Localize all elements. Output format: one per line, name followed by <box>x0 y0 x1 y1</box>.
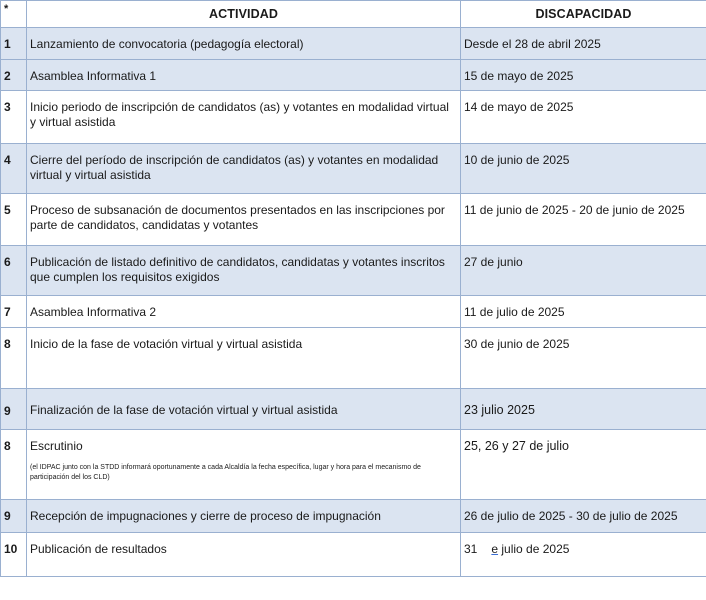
header-discapacidad: DISCAPACIDAD <box>461 1 706 28</box>
row-num: 5 <box>1 194 27 246</box>
row-fecha: 15 de mayo de 2025 <box>461 60 706 91</box>
row-fecha: 11 de julio de 2025 <box>461 296 706 328</box>
row-fecha: 11 de junio de 2025 - 20 de junio de 2025 <box>461 194 706 246</box>
row-actividad: Inicio de la fase de votación virtual y virtual asistida <box>27 328 461 389</box>
header-actividad: ACTIVIDAD <box>27 1 461 28</box>
row-num: 1 <box>1 28 27 60</box>
row-num: 8 <box>1 430 27 500</box>
row-fecha: 23 julio 2025 <box>461 389 706 430</box>
table-row <box>1 328 706 389</box>
table-row <box>1 60 706 91</box>
row-actividad: Inicio periodo de inscripción de candidatos (as) y votantes en modalidad virtual y virtual asistida <box>27 91 461 144</box>
row-actividad: Cierre del período de inscripción de candidatos (as) y votantes en modalidad virtual y virtual asistida <box>27 144 461 194</box>
row-actividad: Publicación de resultados <box>27 533 461 577</box>
table-row <box>1 144 706 194</box>
row-actividad: Publicación de listado definitivo de candidatos, candidatas y votantes inscritos que cumplen los requisitos exigidos <box>27 246 461 296</box>
row-fecha: 26 de julio de 2025 - 30 de julio de 2025 <box>461 500 706 533</box>
table-row <box>1 28 706 60</box>
table-row <box>1 389 706 430</box>
table-row <box>1 91 706 144</box>
row-actividad: Finalización de la fase de votación virtual y virtual asistida <box>27 389 461 430</box>
row-actividad: Recepción de impugnaciones y cierre de proceso de impugnación <box>27 500 461 533</box>
row-actividad-cell <box>27 430 461 500</box>
row-fecha: Desde el 28 de abril 2025 <box>461 28 706 60</box>
row-actividad: Lanzamiento de convocatoria (pedagogía electoral) <box>27 28 461 60</box>
row-actividad: Proceso de subsanación de documentos presentados en las inscripciones por parte de candidatos, candidatas y votantes <box>27 194 461 246</box>
row-nota: (el IDPAC junto con la STDD informará oportunamente a cada Alcaldía la fecha específica, lugar y hora para el mecanismo de participación del los CLD) <box>30 464 421 481</box>
row-actividad: Escrutinio <box>30 439 83 453</box>
row-fecha-e: e <box>491 542 499 556</box>
row-fecha: 14 de mayo de 2025 <box>461 91 706 144</box>
row-fecha: 27 de junio <box>461 246 706 296</box>
table-row <box>1 296 706 328</box>
row-num: 3 <box>1 91 27 144</box>
row-fecha: 25, 26 y 27 de julio <box>461 430 706 500</box>
row-num: 4 <box>1 144 27 194</box>
row-fecha: 10 de junio de 2025 <box>461 144 706 194</box>
table-row <box>1 500 706 533</box>
table-row <box>1 430 706 500</box>
row-num: 7 <box>1 296 27 328</box>
header-num: * <box>1 1 27 28</box>
row-fecha: 30 de junio de 2025 <box>461 328 706 389</box>
table-row <box>1 246 706 296</box>
row-num: 8 <box>1 328 27 389</box>
row-actividad: Asamblea Informativa 1 <box>27 60 461 91</box>
row-fecha-cell <box>461 533 706 577</box>
row-num: 6 <box>1 246 27 296</box>
row-num: 2 <box>1 60 27 91</box>
row-actividad: Asamblea Informativa 2 <box>27 296 461 328</box>
table-header-row <box>1 1 706 28</box>
table-row <box>1 533 706 577</box>
table-row <box>1 194 706 246</box>
row-fecha-dia: 31 <box>464 542 478 556</box>
row-num: 9 <box>1 500 27 533</box>
row-num: 10 <box>1 533 27 577</box>
row-num: 9 <box>1 389 27 430</box>
row-fecha-resto: julio de 2025 <box>498 542 570 556</box>
